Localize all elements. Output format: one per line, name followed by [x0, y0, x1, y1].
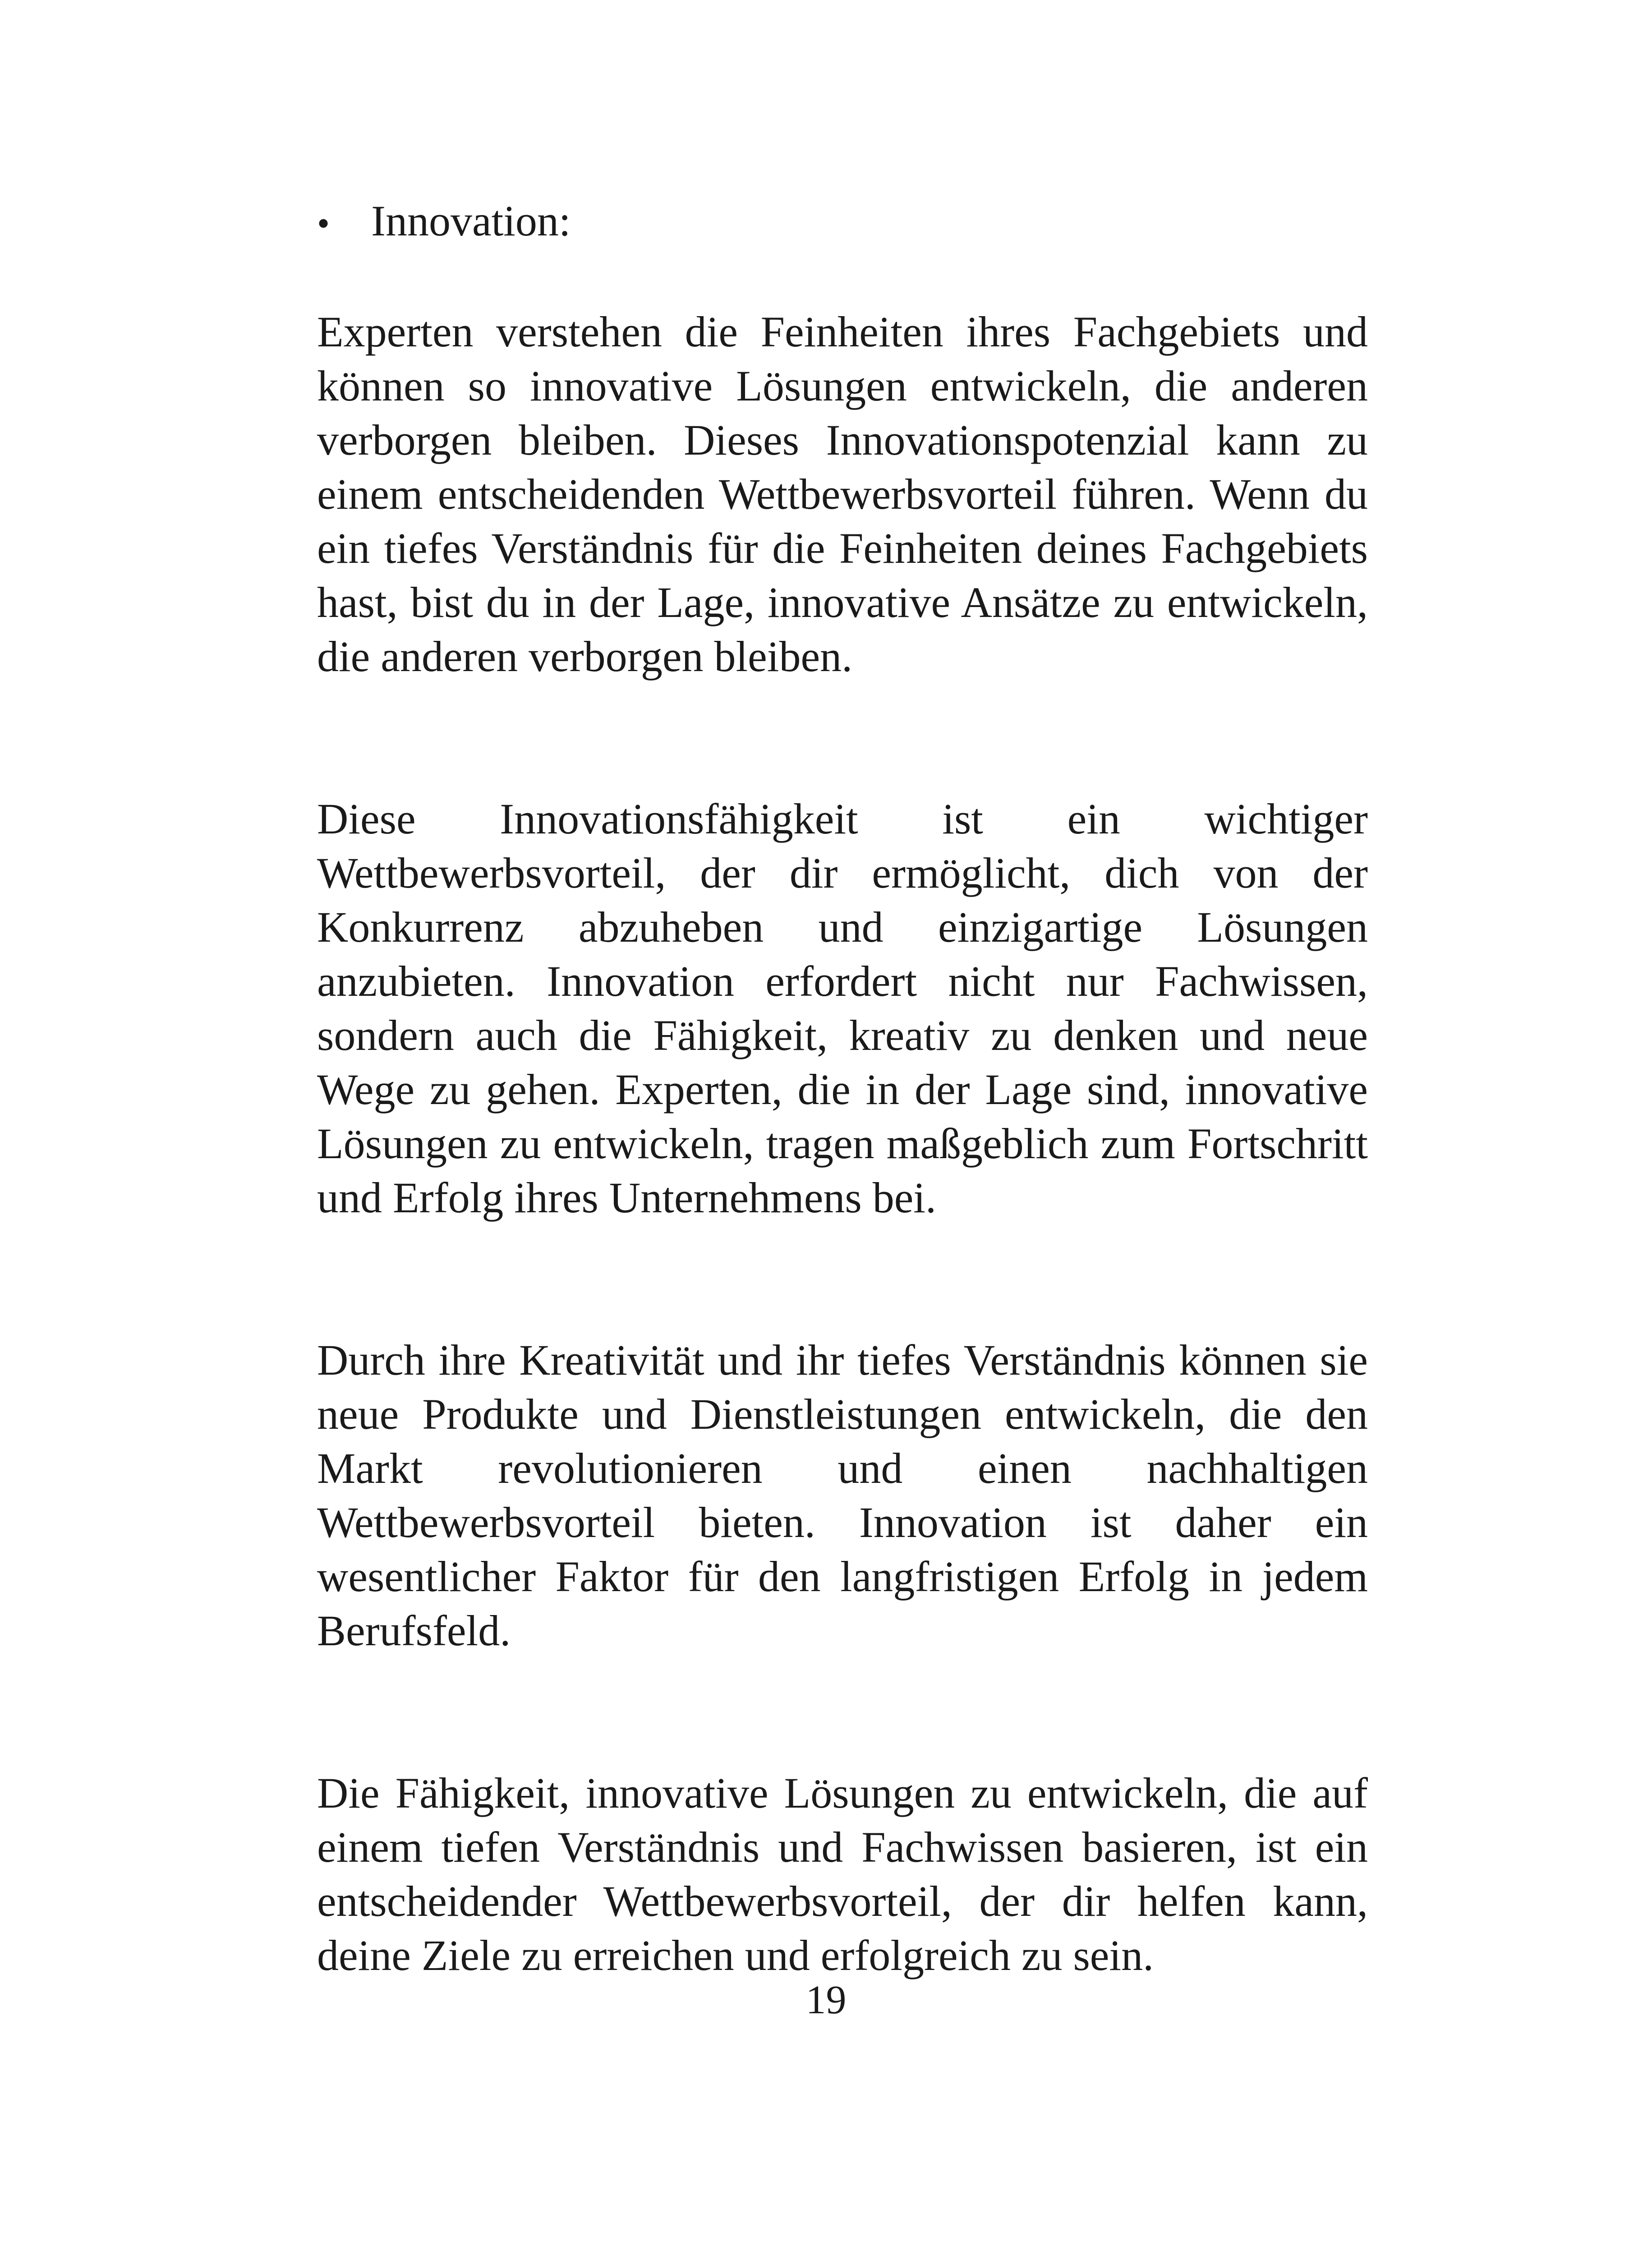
- bullet-label: Innovation:: [371, 197, 571, 245]
- paragraph-2: Diese Innovationsfähigkeit ist ein wichtiger Wettbewerbsvorteil, der dir ermöglicht, dich von der Konkurrenz abzuheben und einzigartige Lösungen anzubieten. Innovation erfordert nicht nur Fachwissen, sondern auch die Fähigkeit, kreativ zu denken und neue Wege zu gehen. Experten, die in der Lage sind, innovative Lösungen zu entwickeln, tragen maßgeblich zum Fortschritt und Erfolg ihres Unternehmens bei.: [317, 795, 1368, 1222]
- paragraph-3: Durch ihre Kreativität und ihr tiefes Verständnis können sie neue Produkte und Dienstleistungen entwickeln, die den Markt revolutionieren und einen nachhaltigen Wettbewerbsvorteil bieten. Innovation ist daher ein wesentlicher Faktor für den langfristigen Erfolg in jedem Berufsfeld.: [317, 1336, 1368, 1655]
- page-content: [317, 194, 1368, 2091]
- paragraph-1: Experten verstehen die Feinheiten ihres Fachgebiets und können so innovative Lösungen entwickeln, die anderen verborgen bleiben. Dieses Innovationspotenzial kann zu einem entscheidenden Wettbewerbsvorteil führen. Wenn du ein tiefes Verständnis für die Feinheiten deines Fachgebiets hast, bist du in der Lage, innovative Ansätze zu entwickeln, die anderen verborgen bleiben.: [317, 308, 1368, 681]
- bullet-mark: •: [317, 204, 330, 244]
- bullet-item-innovation: [317, 194, 1368, 251]
- paragraph-4: Die Fähigkeit, innovative Lösungen zu entwickeln, die auf einem tiefen Verständnis und Fachwissen basieren, ist ein entscheidender Wettbewerbsvorteil, der dir helfen kann, deine Ziele zu erreichen und erfolgreich zu sein.: [317, 1769, 1368, 1979]
- page-number: 19: [805, 1978, 847, 2022]
